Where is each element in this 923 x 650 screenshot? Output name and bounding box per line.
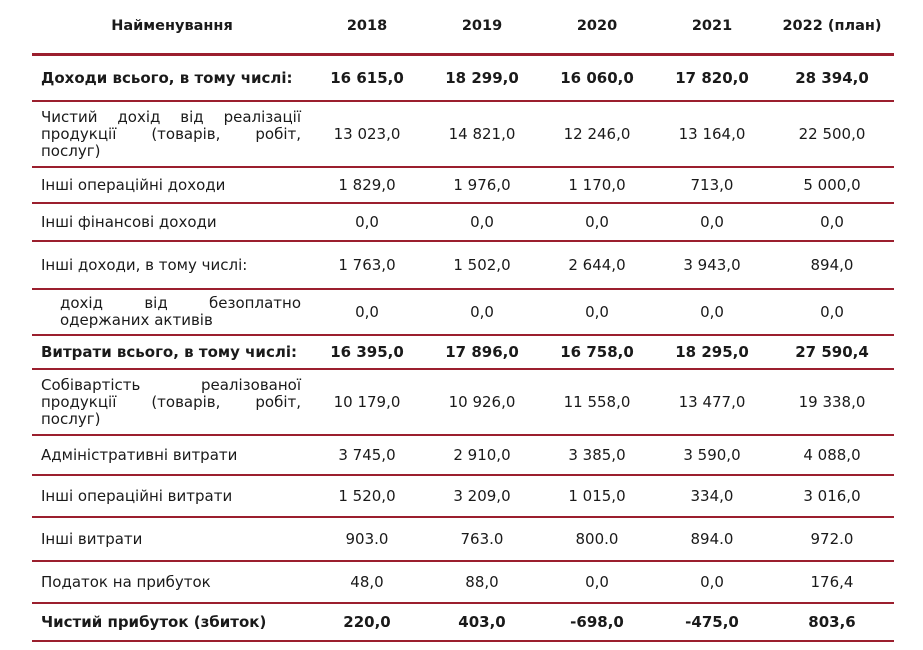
row-label: Інші доходи, в тому числі: — [41, 255, 248, 274]
table-row — [32, 562, 894, 604]
cell-2022: 5 000,0 — [803, 175, 861, 194]
cell-2019: 0,0 — [470, 212, 494, 231]
cell-2018: 10 179,0 — [333, 392, 401, 411]
cell-2019: 3 209,0 — [453, 486, 511, 505]
table-row — [32, 336, 894, 370]
cell-2021: 3 590,0 — [683, 445, 741, 464]
cell-2018: 48,0 — [350, 572, 384, 591]
cell-2020: 16 060,0 — [560, 68, 634, 87]
cell-2021: 13 477,0 — [678, 392, 746, 411]
cell-2021: 13 164,0 — [678, 124, 746, 143]
cell-2018: 16 395,0 — [330, 342, 404, 361]
row-label: Інші фінансові доходи — [41, 212, 217, 231]
row-label: Інші витрати — [41, 529, 143, 548]
row-label: Чистий прибуток (збиток) — [41, 612, 267, 631]
cell-2020: 11 558,0 — [563, 392, 631, 411]
cell-2018: 903.0 — [345, 529, 389, 548]
cell-2020: 0,0 — [585, 302, 609, 321]
cell-2022: 3 016,0 — [803, 486, 861, 505]
header-year-2021: 2021 — [691, 18, 733, 34]
cell-2022: 4 088,0 — [803, 445, 861, 464]
cell-2020: 12 246,0 — [563, 124, 631, 143]
cell-2021: -475,0 — [685, 612, 739, 631]
cell-2019: 403,0 — [458, 612, 506, 631]
row-label: Інші операційні витрати — [41, 486, 233, 505]
table-row — [32, 102, 894, 168]
cell-2018: 16 615,0 — [330, 68, 404, 87]
cell-2019: 18 299,0 — [445, 68, 519, 87]
table-row — [32, 476, 894, 518]
cell-2021: 0,0 — [700, 302, 724, 321]
cell-2021: 0,0 — [700, 212, 724, 231]
cell-2022: 28 394,0 — [795, 68, 869, 87]
cell-2020: 2 644,0 — [568, 255, 626, 274]
cell-2020: 0,0 — [585, 572, 609, 591]
cell-2020: 800.0 — [575, 529, 619, 548]
cell-2018: 0,0 — [355, 212, 379, 231]
cell-2022: 176,4 — [810, 572, 854, 591]
cell-2018: 3 745,0 — [338, 445, 396, 464]
table-row — [32, 168, 894, 204]
row-label: Чистий дохід від реалізації продукції (товарів, робіт, послуг) — [41, 107, 301, 160]
cell-2022: 972.0 — [810, 529, 854, 548]
cell-2021: 3 943,0 — [683, 255, 741, 274]
row-label: Собівартість реалізованої продукції (товарів, робіт, послуг) — [41, 375, 301, 428]
cell-2018: 220,0 — [343, 612, 391, 631]
header-year-2020: 2020 — [576, 18, 618, 34]
cell-2021: 713,0 — [690, 175, 734, 194]
table-row — [32, 518, 894, 562]
cell-2022: 0,0 — [820, 212, 844, 231]
cell-2018: 1 763,0 — [338, 255, 396, 274]
cell-2022: 27 590,4 — [795, 342, 869, 361]
cell-2019: 1 502,0 — [453, 255, 511, 274]
header-year-2019: 2019 — [461, 18, 503, 34]
cell-2019: 2 910,0 — [453, 445, 511, 464]
table-row — [32, 56, 894, 102]
cell-2019: 88,0 — [465, 572, 499, 591]
row-label: Витрати всього, в тому числі: — [41, 342, 297, 361]
table-header — [32, 0, 894, 56]
header-name: Найменування — [111, 18, 233, 34]
cell-2020: 1 015,0 — [568, 486, 626, 505]
row-label: Доходи всього, в тому числі: — [41, 68, 293, 87]
cell-2020: 1 170,0 — [568, 175, 626, 194]
cell-2022: 0,0 — [820, 302, 844, 321]
cell-2019: 763.0 — [460, 529, 504, 548]
table-row — [32, 436, 894, 476]
cell-2018: 13 023,0 — [333, 124, 401, 143]
cell-2018: 0,0 — [355, 302, 379, 321]
row-label: Інші операційні доходи — [41, 175, 226, 194]
row-label: дохід від безоплатно одержаних активів — [60, 294, 301, 329]
table-row — [32, 604, 894, 642]
cell-2018: 1 829,0 — [338, 175, 396, 194]
cell-2019: 17 896,0 — [445, 342, 519, 361]
cell-2018: 1 520,0 — [338, 486, 396, 505]
cell-2019: 14 821,0 — [448, 124, 516, 143]
table-row — [32, 242, 894, 290]
row-label: Адміністративні витрати — [41, 445, 238, 464]
header-year-2018: 2018 — [346, 18, 388, 34]
cell-2021: 18 295,0 — [675, 342, 749, 361]
cell-2022: 894,0 — [810, 255, 854, 274]
table-row — [32, 370, 894, 436]
cell-2020: 0,0 — [585, 212, 609, 231]
table-row — [32, 204, 894, 242]
cell-2021: 334,0 — [690, 486, 734, 505]
cell-2022: 803,6 — [808, 612, 856, 631]
cell-2020: -698,0 — [570, 612, 624, 631]
cell-2019: 1 976,0 — [453, 175, 511, 194]
table-row — [32, 290, 894, 336]
cell-2019: 10 926,0 — [448, 392, 516, 411]
cell-2022: 19 338,0 — [798, 392, 866, 411]
row-label: Податок на прибуток — [41, 572, 211, 591]
cell-2021: 17 820,0 — [675, 68, 749, 87]
cell-2019: 0,0 — [470, 302, 494, 321]
header-year-2022-plan: 2022 (план) — [782, 18, 882, 34]
cell-2020: 16 758,0 — [560, 342, 634, 361]
cell-2021: 0,0 — [700, 572, 724, 591]
cell-2021: 894.0 — [690, 529, 734, 548]
cell-2020: 3 385,0 — [568, 445, 626, 464]
cell-2022: 22 500,0 — [798, 124, 866, 143]
